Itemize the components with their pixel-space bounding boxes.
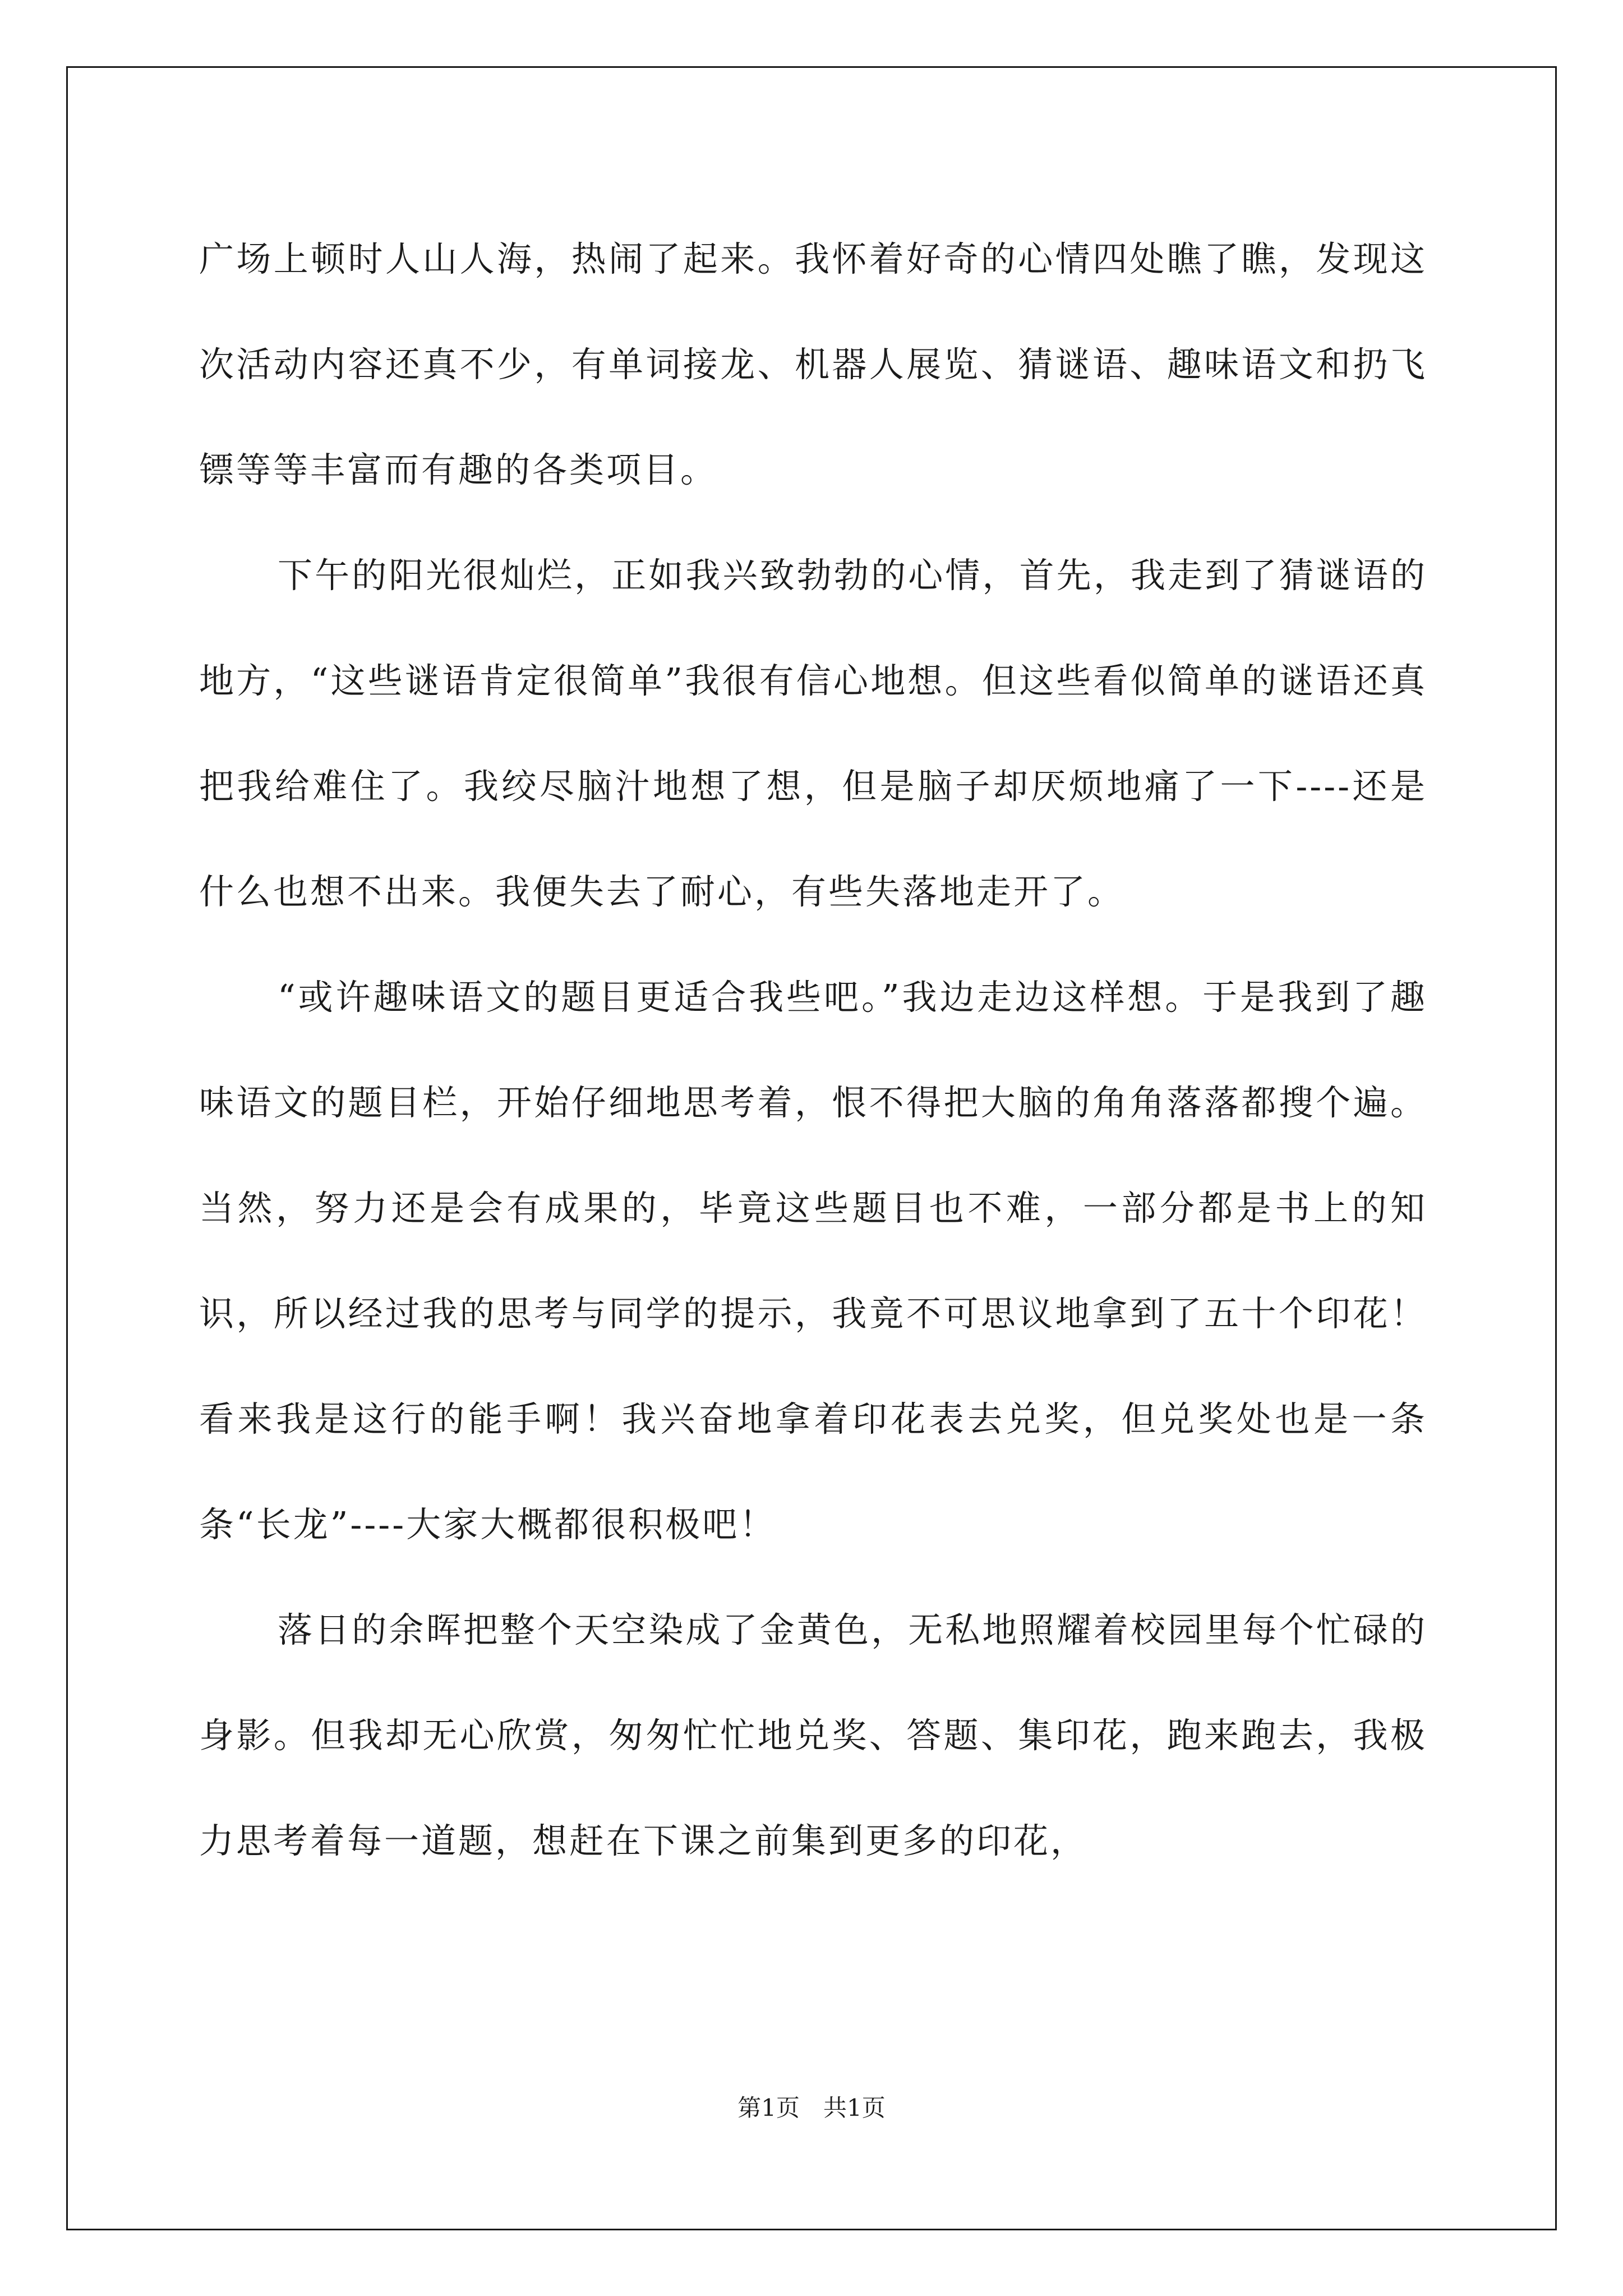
- page-footer: [0, 2091, 1623, 2125]
- paragraph-2: 下午的阳光很灿烂，正如我兴致勃勃的心情，首先，我走到了猜谜语的地方，“这些谜语肯定很简单”我很有信心地想。但这些看似简单的谜语还真把我给难住了。我绞尽脑汁地想了想，但是脑子却厌烦地痛了一下----还是什么也想不出来。我便失去了耐心，有些失落地走开了。: [199, 555, 1427, 912]
- paragraph-1: 广场上顿时人山人海，热闹了起来。我怀着好奇的心情四处瞧了瞧，发现这次活动内容还真不少，有单词接龙、机器人展览、猜谜语、趣味语文和扔飞镖等等丰富而有趣的各类项目。: [199, 238, 1427, 490]
- paragraph-3: “或许趣味语文的题目更适合我些吧。”我边走边这样想。于是我到了趣味语文的题目栏，开始仔细地思考着，恨不得把大脑的角角落落都搜个遍。当然，努力还是会有成果的，毕竟这些题目也不难，一部分都是书上的知识，所以经过我的思考与同学的提示，我竟不可思议地拿到了五十个印花！看来我是这行的能手啊！我兴奋地拿着印花表去兑奖，但兑奖处也是一条条“长龙”----大家大概都很积极吧！: [199, 977, 1427, 1545]
- paragraph-4: 落日的余晖把整个天空染成了金黄色，无私地照耀着校园里每个忙碌的身影。但我却无心欣赏，匆匆忙忙地兑奖、答题、集印花，跑来跑去，我极力思考着每一道题，想赶在下课之前集到更多的印花，: [199, 1609, 1427, 1861]
- document-body: [199, 206, 1427, 1894]
- page-total: 共1页: [823, 2094, 886, 2122]
- page-number: 第1页: [737, 2094, 800, 2122]
